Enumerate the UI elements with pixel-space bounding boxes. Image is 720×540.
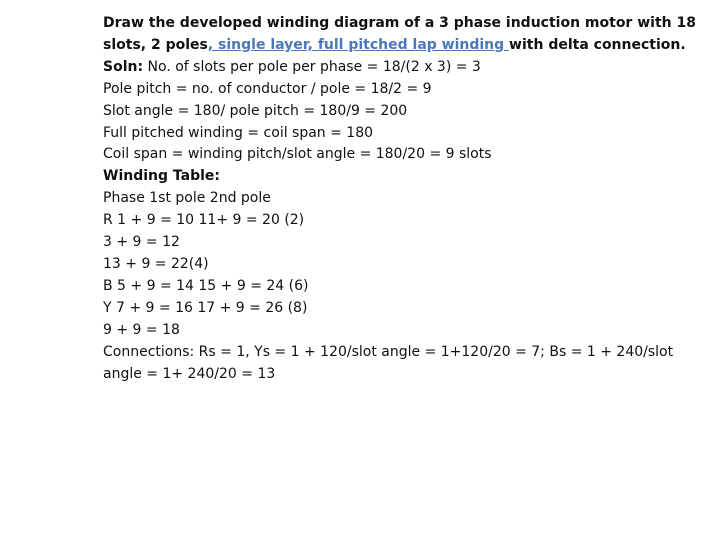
winding-table-row: 3 + 9 = 12 — [103, 234, 180, 251]
slide-text-body — [103, 13, 703, 385]
winding-table-row: 9 + 9 = 18 — [103, 321, 180, 338]
solution-line-slots — [103, 57, 703, 79]
winding-type-link[interactable]: , single layer, full pitched lap winding — [207, 36, 510, 53]
question-line-2 — [103, 35, 703, 57]
pole-pitch-line: Pole pitch = no. of conductor / pole = 18/2 = 9 — [103, 80, 432, 97]
solution-label: Soln: — [103, 58, 144, 75]
question-line-1 — [103, 13, 703, 35]
connections-line-2: angle = 1+ 240/20 = 13 — [103, 365, 276, 382]
winding-table-row: Y 7 + 9 = 16 17 + 9 = 26 (8) — [103, 299, 308, 316]
winding-table-row: 13 + 9 = 22(4) — [103, 255, 209, 272]
winding-table-header-row: Phase 1st pole 2nd pole — [103, 190, 271, 207]
question-text-part-1: Draw the developed winding diagram of a 3 phase induction motor with 18 — [103, 15, 696, 31]
winding-table-row: R 1 + 9 = 10 11+ 9 = 20 (2) — [103, 212, 305, 229]
full-pitched-line: Full pitched winding = coil span = 180 — [103, 124, 374, 141]
coil-span-line: Coil span = winding pitch/slot angle = 180/20 = 9 slots — [103, 146, 492, 163]
question-text-part-3: with delta connection. — [509, 36, 686, 53]
slot-angle-line: Slot angle = 180/ pole pitch = 180/9 = 200 — [103, 102, 408, 119]
slots-per-pole-per-phase: No. of slots per pole per phase = 18/(2 x 3) = 3 — [143, 58, 481, 75]
winding-table-row: B 5 + 9 = 14 15 + 9 = 24 (6) — [103, 277, 309, 294]
winding-table-heading: Winding Table: — [103, 168, 220, 185]
question-text-part-2: slots, 2 poles — [103, 36, 208, 53]
connections-line-1: Connections: Rs = 1, Ys = 1 + 120/slot angle = 1+120/20 = 7; Bs = 1 + 240/slot — [103, 343, 674, 360]
